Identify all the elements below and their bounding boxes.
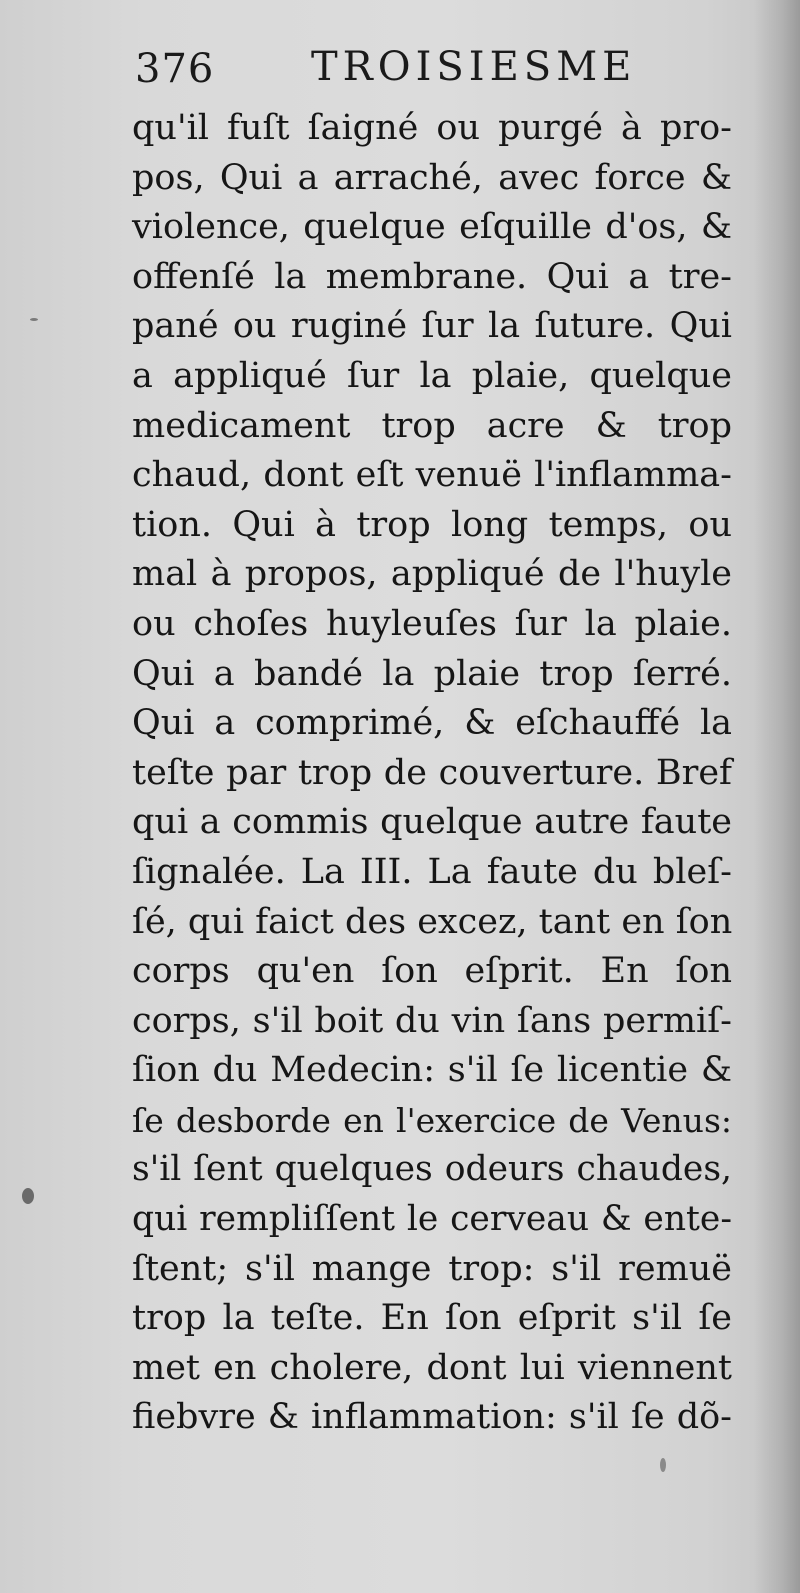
text-line: ſignalée. La III. La faute du bleſ- — [132, 851, 732, 892]
text-line: tion. Qui à trop long temps, ou — [132, 504, 732, 545]
page-number: 376 — [135, 46, 215, 92]
text-line: ou choſes huyleuſes ſur la plaie. — [132, 603, 732, 644]
body-text — [132, 104, 732, 1443]
text-line: medicament trop acre & trop — [132, 405, 732, 446]
text-line: offenſé la membrane. Qui a tre- — [132, 256, 732, 297]
text-line: corps, s'il boit du vin ſans permiſ- — [132, 1000, 732, 1041]
text-line: mal à propos, appliqué de l'huyle — [132, 554, 732, 595]
text-line: chaud, dont eſt venuë l'inflamma- — [132, 455, 732, 496]
running-title: TROISIESME — [311, 44, 637, 90]
text-line: s'il ſent quelques odeurs chaudes, — [132, 1149, 732, 1190]
text-line: violence, quelque eſquille d'os, & — [132, 207, 732, 248]
text-line: qui a commis quelque autre faute — [132, 802, 732, 843]
text-line: ſtent; s'il mange trop: s'il remuë — [132, 1248, 732, 1289]
text-line: Qui a comprimé, & eſchauffé la — [132, 703, 732, 744]
text-line: Qui a bandé la plaie trop ſerré. — [132, 653, 732, 694]
running-head — [135, 40, 735, 100]
text-line: fiebvre & inflammation: s'il ſe dõ- — [132, 1397, 732, 1438]
page-gutter-shadow — [754, 0, 800, 1593]
text-line: ſé, qui faict des excez, tant en ſon — [132, 901, 733, 942]
paper-speck — [30, 318, 38, 321]
text-line: met en cholere, dont lui viennent — [132, 1347, 732, 1388]
text-line: qui rempliſſent le cerveau & ente- — [132, 1199, 732, 1240]
text-line: qu'il fuſt ſaigné ou purgé à pro- — [132, 108, 732, 148]
text-line: ſe desborde en l'exercice de Venus: — [132, 1100, 732, 1140]
text-line: pané ou ruginé ſur la ſuture. Qui — [132, 306, 732, 347]
text-line: a appliqué ſur la plaie, quelque — [132, 355, 732, 396]
paper-speck — [22, 1188, 34, 1204]
text-line: teſte par trop de couverture. Bref — [132, 752, 732, 793]
text-line: corps qu'en ſon eſprit. En ſon — [132, 951, 732, 992]
text-line: pos, Qui a arraché, avec force & — [132, 157, 732, 198]
text-line: ſion du Medecin: s'il ſe licentie & — [132, 1050, 732, 1091]
text-line: trop la teſte. En ſon eſprit s'il ſe — [132, 1298, 732, 1339]
paper-speck — [660, 1458, 666, 1472]
